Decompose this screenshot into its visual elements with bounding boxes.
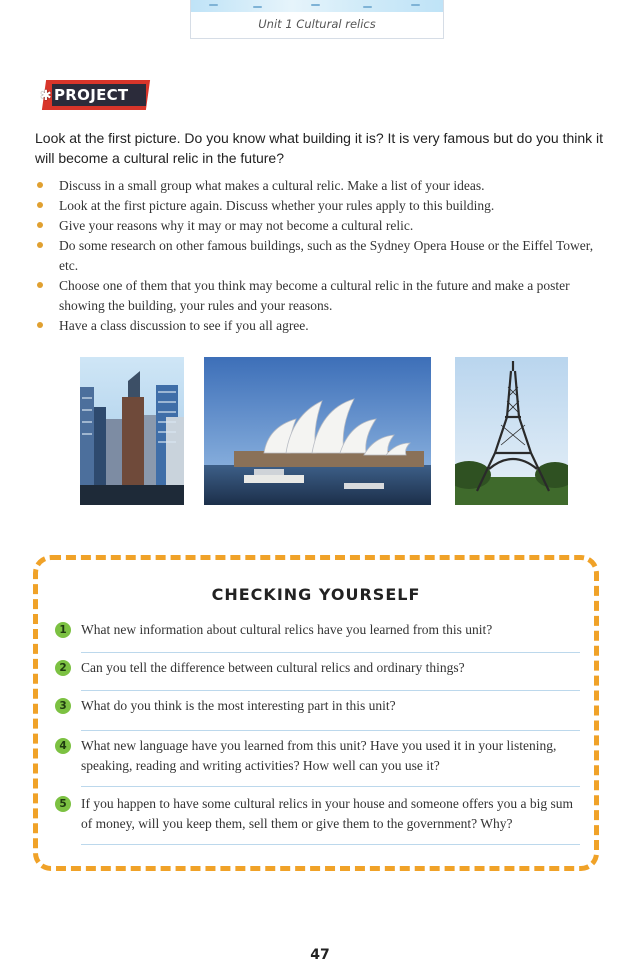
- star-icon: ✱: [40, 88, 52, 104]
- answer-line: [81, 844, 580, 845]
- question-item: [55, 794, 580, 834]
- checking-yourself-title: CHECKING YOURSELF: [211, 585, 421, 604]
- bullet-icon: [37, 282, 43, 288]
- project-badge-label: PROJECT: [54, 86, 129, 104]
- question-number-icon: 4: [55, 738, 71, 754]
- answer-line: [81, 730, 580, 731]
- header-decoration: [311, 4, 320, 6]
- list-item: Do some research on other famous buildings, such as the Sydney Opera House or the Eiffel Tower, etc.: [35, 236, 610, 276]
- header-decoration: [363, 6, 372, 8]
- bullet-icon: [37, 242, 43, 248]
- question-item: [55, 658, 580, 678]
- question-text: What new information about cultural relics have you learned from this unit?: [81, 622, 493, 637]
- question-text: What do you think is the most interesting part in this unit?: [81, 698, 396, 713]
- list-item: Have a class discussion to see if you all agree.: [35, 316, 610, 336]
- question-text: What new language have you learned from this unit? Have you used it in your listening, speaking, reading and writing activities? How well can you use it?: [81, 738, 557, 773]
- list-item: Give your reasons why it may or may not become a cultural relic.: [35, 216, 610, 236]
- list-item: Choose one of them that you think may become a cultural relic in the future and make a poster showing the building, your rules and your reasons.: [35, 276, 610, 316]
- city-skyline-photo: [80, 357, 184, 505]
- question-number-icon: 1: [55, 622, 71, 638]
- header-decoration: [209, 4, 218, 6]
- question-number-icon: 3: [55, 698, 71, 714]
- unit-title: Unit 1 Cultural relics: [258, 17, 376, 31]
- list-item: Discuss in a small group what makes a cultural relic. Make a list of your ideas.: [35, 176, 610, 196]
- eiffel-tower-photo: [455, 357, 568, 505]
- question-item: [55, 696, 580, 716]
- sydney-opera-house-photo: [204, 357, 431, 505]
- bullet-icon: [37, 322, 43, 328]
- project-intro: Look at the first picture. Do you know what building it is? It is very famous but do you think it will become a cultural relic in the future?: [35, 130, 604, 166]
- bullet-icon: [37, 182, 43, 188]
- bullet-icon: [37, 222, 43, 228]
- question-item: [55, 736, 580, 776]
- header-sky-band: [191, 0, 443, 12]
- question-text: Can you tell the difference between cultural relics and ordinary things?: [81, 660, 465, 675]
- project-task-list: [35, 176, 610, 336]
- answer-line: [81, 690, 580, 691]
- question-item: [55, 620, 580, 640]
- page-number: 47: [310, 947, 330, 963]
- question-number-icon: 2: [55, 660, 71, 676]
- unit-header: [190, 0, 444, 39]
- answer-line: [81, 652, 580, 653]
- list-item: Look at the first picture again. Discuss whether your rules apply to this building.: [35, 196, 610, 216]
- project-badge: [40, 80, 148, 110]
- header-decoration: [253, 6, 262, 8]
- header-decoration: [411, 4, 420, 6]
- question-text: If you happen to have some cultural relics in your house and someone offers you a big sum of money, will you keep them, sell them or give them to the government? Why?: [81, 796, 574, 831]
- answer-line: [81, 786, 580, 787]
- question-number-icon: 5: [55, 796, 71, 812]
- bullet-icon: [37, 202, 43, 208]
